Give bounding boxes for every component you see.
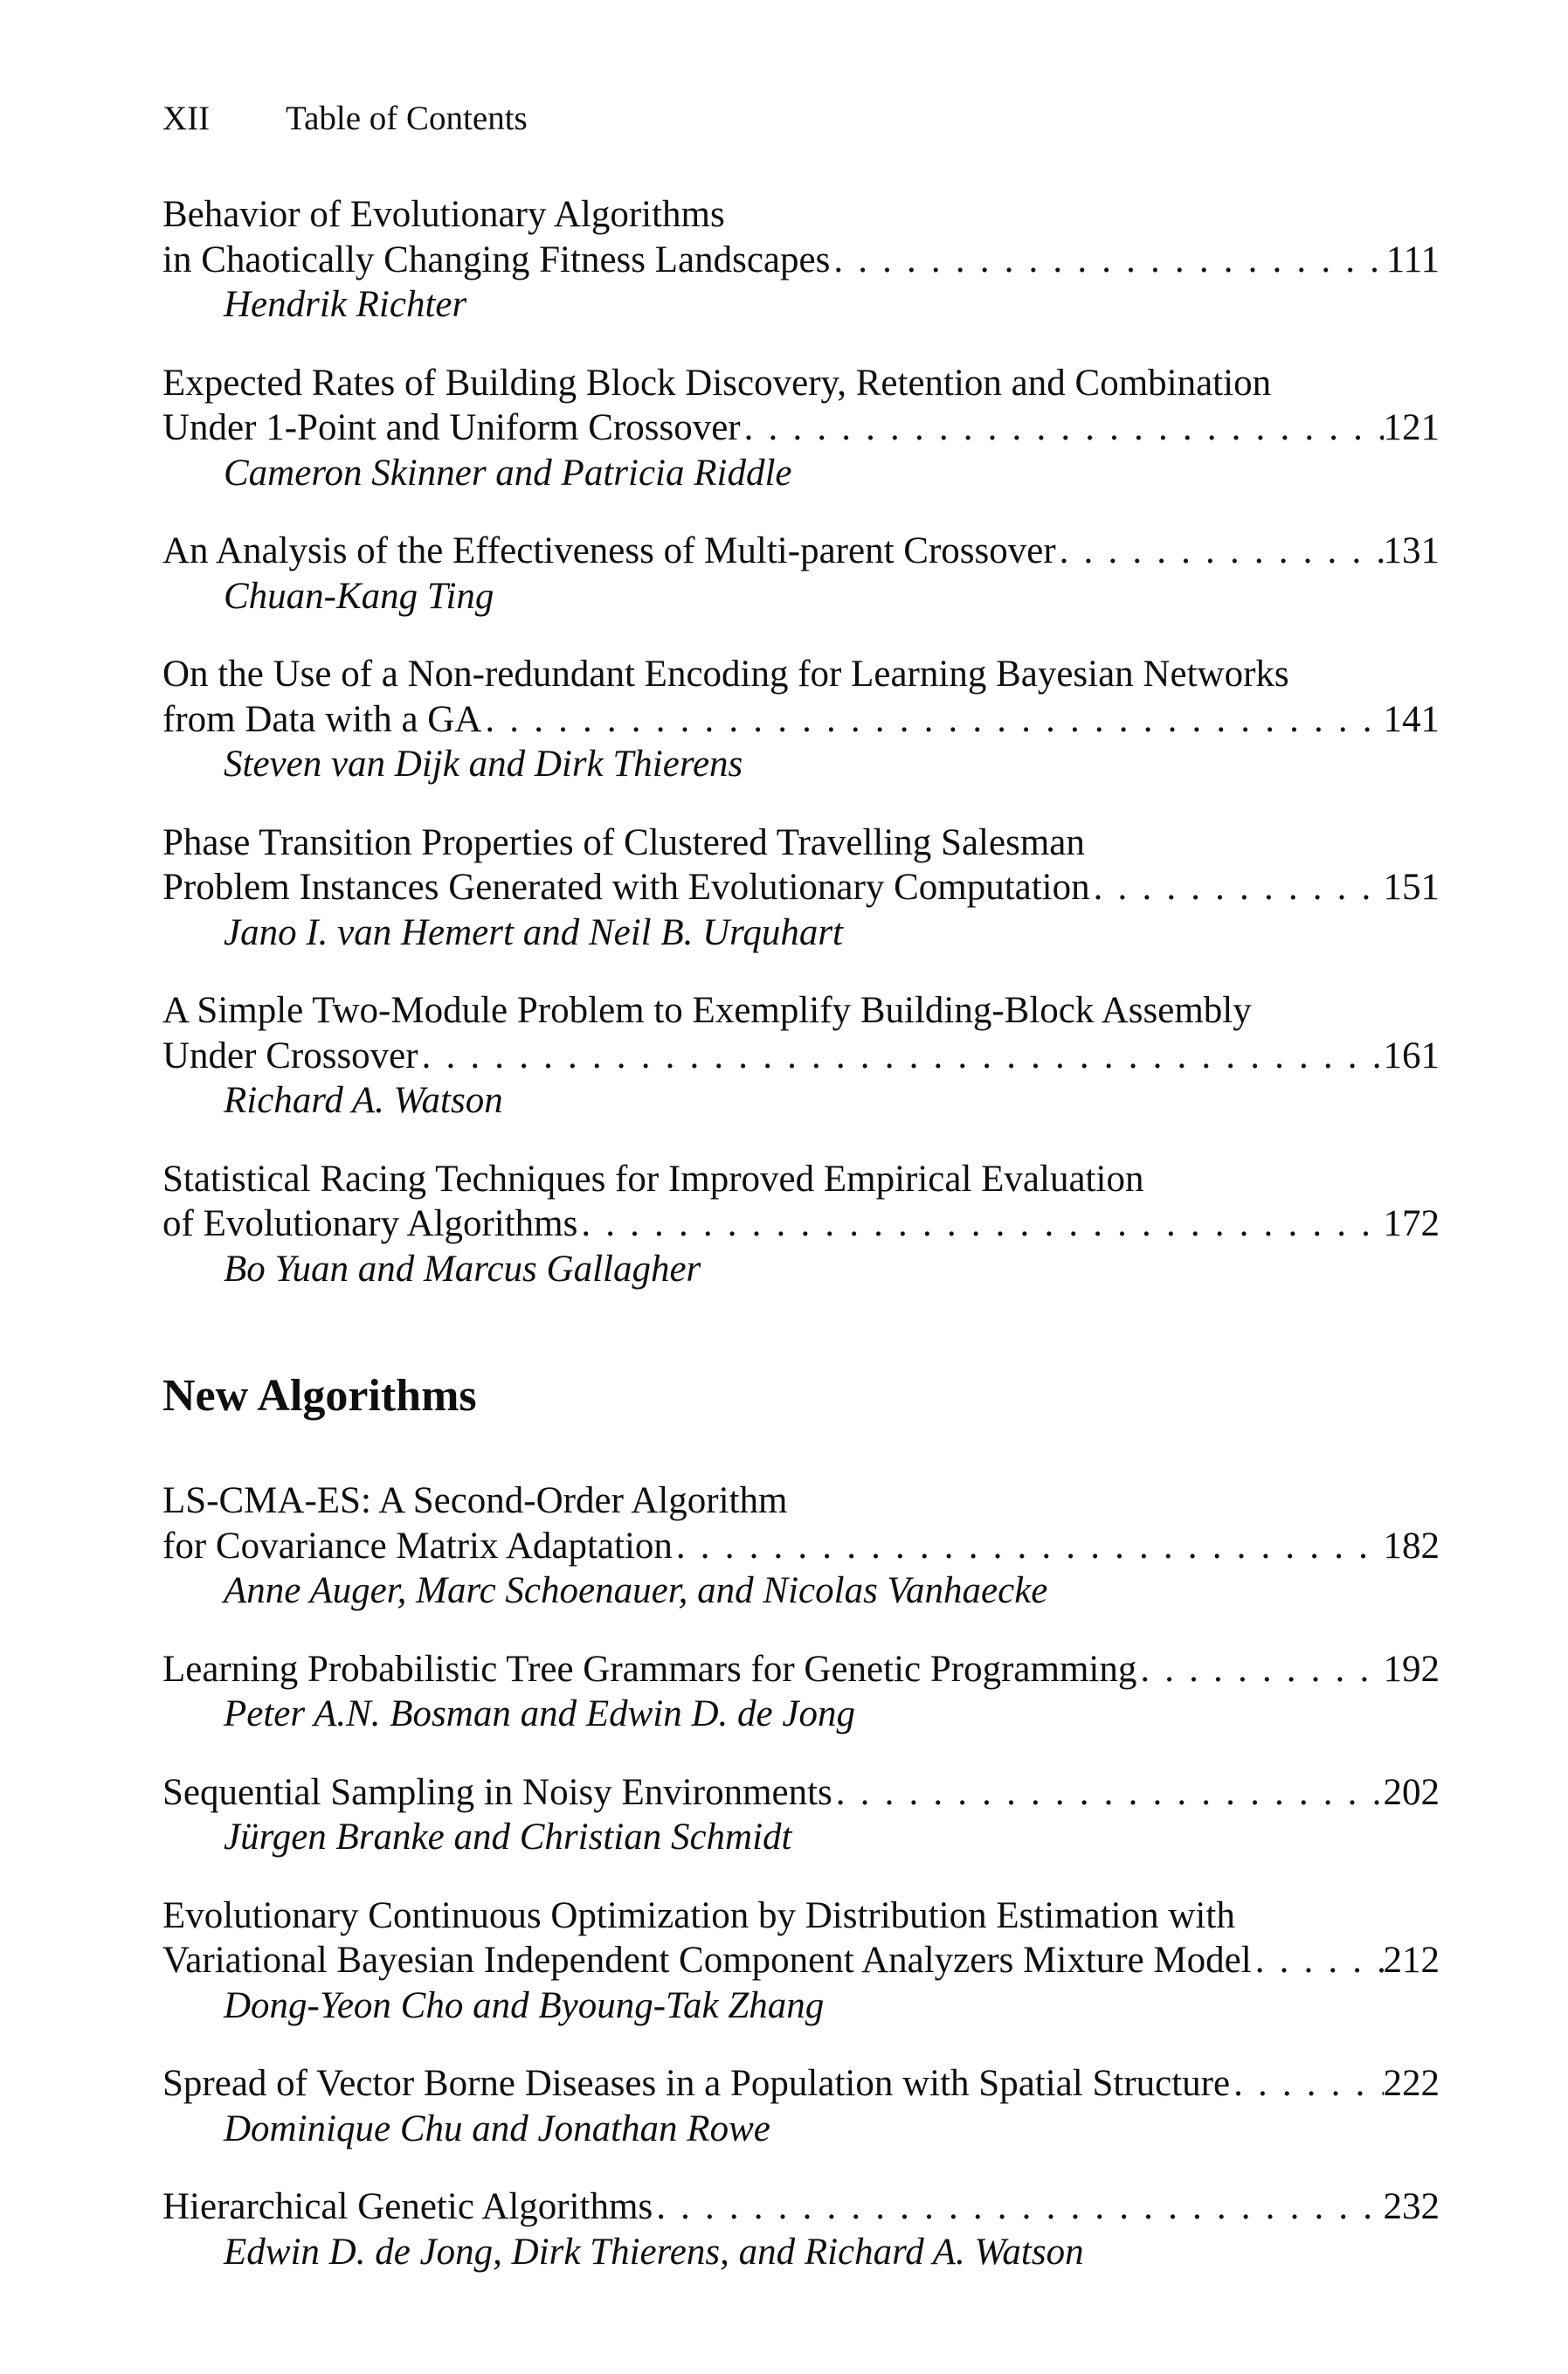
toc-entry[interactable] (162, 820, 1440, 956)
entry-leader-line (162, 697, 1440, 743)
entry-leader-line (162, 405, 1440, 451)
toc-entry[interactable] (162, 1478, 1440, 1614)
entry-page-number: 202 (1383, 1771, 1440, 1813)
dot-leader (830, 238, 1385, 283)
toc-entry[interactable] (162, 1157, 1440, 1292)
dot-leader (1056, 529, 1384, 574)
entry-title-last-line: An Analysis of the Effectiveness of Multi-parent Crossover (162, 530, 1056, 571)
toc-section (162, 192, 1440, 1291)
entry-title-last-line: Problem Instances Generated with Evolutionary Computation (162, 867, 1090, 908)
entry-leader-line (162, 2061, 1440, 2107)
entry-page-number: 232 (1383, 2186, 1440, 2227)
entry-title-line: Statistical Racing Techniques for Improved Empirical Evaluation (162, 1158, 1144, 1200)
dot-leader (673, 1524, 1384, 1569)
dot-leader (1090, 865, 1384, 910)
entry-page-number: 222 (1383, 2063, 1440, 2104)
entry-title-line: Phase Transition Properties of Clustered Travelling Salesman (162, 821, 1085, 863)
running-title: Table of Contents (286, 100, 528, 137)
entry-leader-line (162, 2184, 1440, 2230)
toc-sections (162, 192, 1440, 2274)
entry-leader-line (162, 1034, 1440, 1079)
dot-leader (481, 697, 1383, 743)
entry-title-last-line: of Evolutionary Algorithms (162, 1203, 578, 1244)
entry-page-number: 151 (1383, 867, 1440, 908)
entry-leader-line (162, 1201, 1440, 1247)
toc-entry[interactable] (162, 1647, 1440, 1737)
toc-entry[interactable] (162, 652, 1440, 787)
running-head (162, 94, 1440, 143)
entry-authors: Steven van Dijk and Dirk Thierens (224, 744, 743, 785)
entry-title-last-line: Spread of Vector Borne Diseases in a Population with Spatial Structure (162, 2063, 1231, 2104)
dot-leader (577, 1201, 1383, 1247)
dot-leader (1136, 1647, 1383, 1692)
entry-title-line: Evolutionary Continuous Optimization by Distribution Estimation with (162, 1894, 1235, 1936)
dot-leader (418, 1034, 1384, 1079)
entry-title-last-line: Hierarchical Genetic Algorithms (162, 2186, 653, 2227)
entry-title-last-line: Learning Probabilistic Tree Grammars for Genetic Programming (162, 1648, 1137, 1690)
entry-authors: Dong-Yeon Cho and Byoung-Tak Zhang (224, 1984, 825, 2026)
entry-page-number: 212 (1383, 1940, 1440, 1981)
entry-leader-line (162, 238, 1440, 283)
entry-title-line: A Simple Two-Module Problem to Exemplify Building-Block Assembly (162, 990, 1252, 1031)
entry-leader-line (162, 865, 1440, 910)
entry-authors: Dominique Chu and Jonathan Rowe (224, 2108, 770, 2149)
entry-page-number: 131 (1383, 530, 1440, 571)
entry-authors: Jürgen Branke and Christian Schmidt (224, 1817, 792, 1858)
entry-title-last-line: in Chaotically Changing Fitness Landscapes (162, 239, 831, 280)
entry-page-number: 161 (1383, 1035, 1440, 1076)
dot-leader (653, 2184, 1383, 2230)
entry-title-line: Expected Rates of Building Block Discovery, Retention and Combination (162, 362, 1272, 404)
entry-title-last-line: Under 1-Point and Uniform Crossover (162, 407, 741, 448)
entry-authors: Hendrik Richter (224, 284, 467, 325)
toc-entry[interactable] (162, 1893, 1440, 2029)
entry-title-line: Behavior of Evolutionary Algorithms (162, 194, 725, 235)
entry-title-last-line: Under Crossover (162, 1035, 418, 1076)
toc-section (162, 1368, 1440, 2274)
entry-title-last-line: Variational Bayesian Independent Component Analyzers Mixture Model (162, 1940, 1252, 1981)
entry-leader-line (162, 1524, 1440, 1569)
dot-leader (832, 1770, 1384, 1816)
section-heading: New Algorithms (162, 1371, 477, 1421)
toc-entry[interactable] (162, 2184, 1440, 2274)
dot-leader (741, 405, 1384, 451)
entry-page-number: 141 (1383, 698, 1440, 740)
entry-leader-line (162, 1770, 1440, 1816)
entry-title-last-line: for Covariance Matrix Adaptation (162, 1525, 673, 1567)
entry-page-number: 192 (1383, 1648, 1440, 1690)
entry-authors: Peter A.N. Bosman and Edwin D. de Jong (224, 1693, 855, 1734)
entry-authors: Richard A. Watson (224, 1080, 503, 1121)
entry-authors: Cameron Skinner and Patricia Riddle (224, 452, 792, 494)
dot-leader (1252, 1938, 1384, 1983)
entry-authors: Chuan-Kang Ting (224, 575, 494, 617)
toc-page (162, 94, 1440, 2308)
entry-title-last-line: from Data with a GA (162, 698, 482, 740)
page-number: XII (162, 100, 211, 137)
entry-authors: Bo Yuan and Marcus Gallagher (224, 1248, 701, 1290)
entry-title-last-line: Sequential Sampling in Noisy Environments (162, 1771, 832, 1813)
entry-page-number: 121 (1383, 407, 1440, 448)
toc-entry[interactable] (162, 361, 1440, 496)
entry-authors: Anne Auger, Marc Schoenauer, and Nicolas Vanhaecke (224, 1570, 1048, 1611)
entry-title-line: On the Use of a Non-redundant Encoding for Learning Bayesian Networks (162, 654, 1289, 695)
entry-leader-line (162, 1938, 1440, 1983)
entry-page-number: 172 (1383, 1203, 1440, 1244)
entry-leader-line (162, 529, 1440, 574)
toc-entry[interactable] (162, 529, 1440, 619)
entry-authors: Edwin D. de Jong, Dirk Thierens, and Richard A. Watson (224, 2231, 1084, 2273)
dot-leader (1230, 2061, 1383, 2107)
entry-leader-line (162, 1647, 1440, 1692)
entry-page-number: 182 (1383, 1525, 1440, 1567)
entry-authors: Jano I. van Hemert and Neil B. Urquhart (224, 911, 843, 953)
toc-entry[interactable] (162, 192, 1440, 328)
entry-page-number: 111 (1385, 239, 1440, 280)
entry-title-line: LS-CMA-ES: A Second-Order Algorithm (162, 1480, 788, 1521)
toc-entry[interactable] (162, 1770, 1440, 1860)
toc-entry[interactable] (162, 988, 1440, 1124)
toc-entry[interactable] (162, 2061, 1440, 2151)
